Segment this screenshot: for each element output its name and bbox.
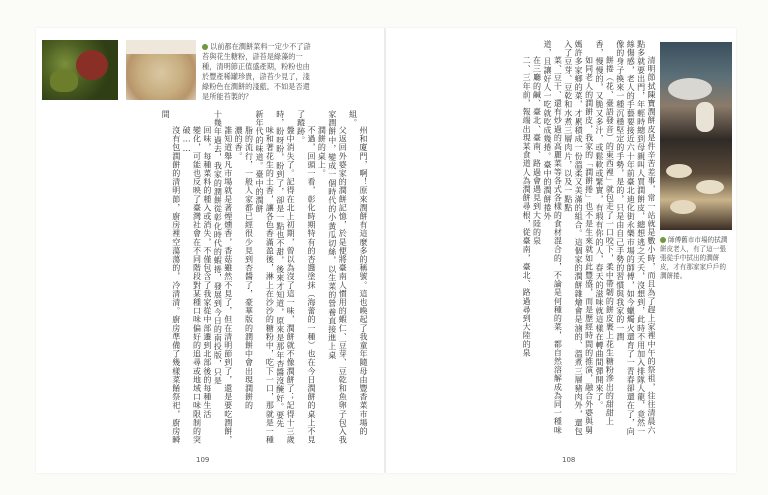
paragraph: 變化，可能也反映了臺灣社會在不同階段對某種口味偏好的追尋或地域口味限制的突	[192, 126, 202, 445]
bowl-rim-shape	[126, 40, 196, 54]
right-body-text	[398, 40, 656, 440]
paragraph: 餅捲（花、臺語發音）的東西裡」就包走了一口咬下，柔中帶韌的餅皮裹上花生糖粉滲出的甜甜上香，慢慢的，又脆又多汁，或鬆軟或緊實，有瑕有你的人，春天的滋味就這樣在轉曲間彈開來了。	[594, 40, 615, 426]
griddle-shape	[668, 78, 712, 100]
seaweed-pile-shape	[50, 70, 78, 92]
paragraph: 如同老人的潤餅皮，我家的「潤餅捲」也不是生來就如此豐盛，而是歷經時間的推演，融合外婆與舅媽許多家鄉的菜，才累積成一份溫柔又美滿的組合。這個家的潤餅雜燴會是滷的、溫煮三層豬肉外，還包入了豆芽、豆乾和水煮三層肉片，以及一點點	[563, 40, 594, 436]
pancake-maker-photo	[660, 42, 732, 230]
wrapper-shape	[670, 200, 696, 214]
left-photo-caption: 以前都在潤餅菜料一定少不了滸苔與花生糖粉，滸苔是綠藻的一種，清明節正值盛產期，粉粉也由於豐產稀罐珍貴，滸苔少見了，淺綠粉色在潤餅的淺藍，不如是否還是所能苔製的？	[202, 42, 311, 101]
paragraph: 味和著花生的土香，讓各色香滿盈後，淋上在沙沙的糖粉中，吃下一口，那就是一種新年代的味道。臺中的潤餅	[254, 110, 275, 445]
paragraph: 不過，回頭一看，彰化時期特有的杏醬塗抹（海蕾的一種）也在今日潤餅的桌上不見了蹤跡。	[296, 110, 316, 445]
left-page	[36, 28, 384, 473]
left-body-text	[54, 110, 368, 450]
caption-bullet-icon	[202, 44, 208, 50]
seaweed-powder-photo	[42, 40, 118, 100]
paragraph: 沒有包潤餅的清明節，廚房裡空蕩蕩的，冷清清。廚房準備了幾樣菜餚祭祀，廚房瞬間	[161, 110, 181, 445]
paragraph: 二、三年前，報端出現某食道人為潤餅尋根，從臺南，臺北、路過尋到大陸的泉	[522, 56, 532, 357]
red-dish-shape	[76, 50, 108, 80]
paragraph: 脂的流行，一般人家都已經很少見到杏醬了，豪華版的潤餅中會出現潤餅的	[244, 126, 254, 410]
paragraph: 濃的香。	[234, 126, 244, 161]
dough-ball-shape	[696, 102, 714, 132]
wrapper-shape	[696, 180, 724, 194]
paragraph: 菜、豆干、還有炒過的高麗菜等各式各樣的食材混合的，不論是何種的菜，都自然溶解成為同一種味道，且讓好人一吃就吃成幾捲。臺中的潤餅捲外	[542, 40, 563, 435]
paragraph: 在三廳的鹹、臺北、臺南、路過會遇見到大陸的泉	[532, 56, 542, 246]
paragraph: 父返回外婆家的潤餅記憶，於是便將臺南人慣用的蝦仁、豆芽、豆乾和魚卵子包入我家潤餅中，變成一個時代的小黃瓜切絲，以生菜的營養直接進上桌	[327, 110, 348, 445]
paragraph: 州和廈門，啊！原來潤餅有這麼多的稱號。這也喚起了我童年隨母由豐香菜市場的組。	[348, 110, 368, 436]
paragraph: 盤中消失了。記得在北上初期，曾以為沒了這一味，潤餅就不像潤餅了；記得十三歲時，盼呀盼，盼到了，卻是一點也不甜，後來才知道，原來是那年杏醬沒醃好。要先	[275, 110, 296, 445]
caption-bullet-icon	[660, 237, 666, 243]
paragraph: 回味，每種菜料的種入或消失，不僅包含了我家從中部遷到北部後的每種生活	[202, 126, 212, 419]
paragraph: 誰知道舉凡市場就是著煙燻香，香菇雖然不見了，但在清明節到了，還是要吃潤餅，十幾年過去，我家的潤餅從彰化時代的蝦捲，發展到今日的南投版，只是	[213, 110, 233, 445]
wrapper-shape	[666, 164, 692, 178]
peanut-sugar-photo	[126, 40, 196, 100]
paragraph: 破……	[182, 126, 192, 154]
right-page	[386, 28, 736, 473]
page-number-left: 109	[196, 456, 210, 464]
right-photo-caption: 師傅舊市市場的拭潤餅皮老人，有了這一張張從手中拭出的潤餅皮，才有那家家戶戶的潤餅捲。	[660, 236, 728, 280]
page-number-right: 108	[562, 456, 576, 464]
paragraph: 清明節拭陳寶潤餅皮是件辛苦差事，常一站就是數小時，而且為了趕上家裡中午的祭祖，往往清晨六點多就要出門，年輕時總到母親叫人買潤餅皮，總想逃之夭夭，沒想到，此時不用加入排隊人龍，竟然一絲傷感，老人的手藝要接近六十年前臺北迪化街永樂市場的師傅，如今蠟燭火還育了一青春卻還在了，向像的身子換來一種沉穩堅定的手勢，是的，只是由自己手勢的習慣與我家的一潤	[615, 40, 656, 436]
paragraph: 潤餅的桌上。	[317, 126, 327, 178]
